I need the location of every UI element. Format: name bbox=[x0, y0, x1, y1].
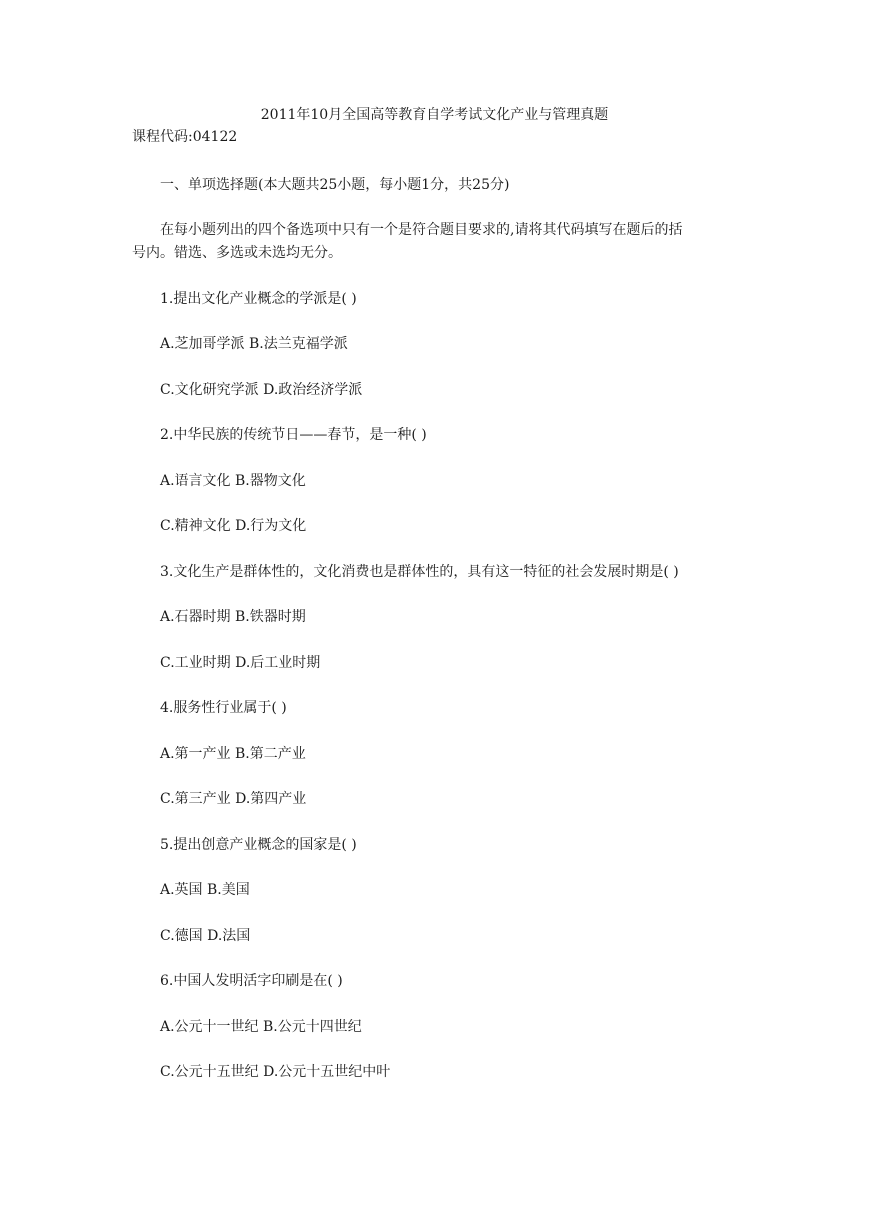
question-2: 2.中华民族的传统节日——春节，是一种( ) bbox=[160, 427, 427, 443]
question-6-options-cd: C.公元十五世纪 D.公元十五世纪中叶 bbox=[160, 1064, 391, 1080]
question-6: 6.中国人发明活字印刷是在( ) bbox=[160, 973, 343, 989]
course-code: 课程代码:04122 bbox=[132, 129, 238, 145]
question-1-options-ab: A.芝加哥学派 B.法兰克福学派 bbox=[160, 336, 348, 352]
question-4-options-ab: A.第一产业 B.第二产业 bbox=[160, 746, 306, 762]
question-3-options-ab: A.石器时期 B.铁器时期 bbox=[160, 609, 306, 625]
question-3: 3.文化生产是群体性的，文化消费也是群体性的，具有这一特征的社会发展时期是( ) bbox=[160, 564, 679, 580]
question-2-options-ab: A.语言文化 B.器物文化 bbox=[160, 473, 306, 489]
question-1-options-cd: C.文化研究学派 D.政治经济学派 bbox=[160, 382, 363, 398]
question-5: 5.提出创意产业概念的国家是( ) bbox=[160, 837, 357, 853]
instructions-line-1: 在每小题列出的四个备选项中只有一个是符合题目要求的,请将其代码填写在题后的括 bbox=[160, 222, 683, 238]
question-4-options-cd: C.第三产业 D.第四产业 bbox=[160, 791, 307, 807]
question-3-options-cd: C.工业时期 D.后工业时期 bbox=[160, 655, 321, 671]
question-1: 1.提出文化产业概念的学派是( ) bbox=[160, 291, 357, 307]
section-heading: 一、单项选择题(本大题共25小题，每小题1分，共25分) bbox=[160, 177, 510, 193]
question-5-options-cd: C.德国 D.法国 bbox=[160, 928, 251, 944]
question-5-options-ab: A.英国 B.美国 bbox=[160, 882, 250, 898]
question-6-options-ab: A.公元十一世纪 B.公元十四世纪 bbox=[160, 1019, 362, 1035]
document-title: 2011年10月全国高等教育自学考试文化产业与管理真题 bbox=[260, 107, 609, 123]
question-4: 4.服务性行业属于( ) bbox=[160, 700, 287, 716]
question-2-options-cd: C.精神文化 D.行为文化 bbox=[160, 518, 307, 534]
instructions-line-2: 号内。错选、多选或未选均无分。 bbox=[132, 245, 342, 261]
